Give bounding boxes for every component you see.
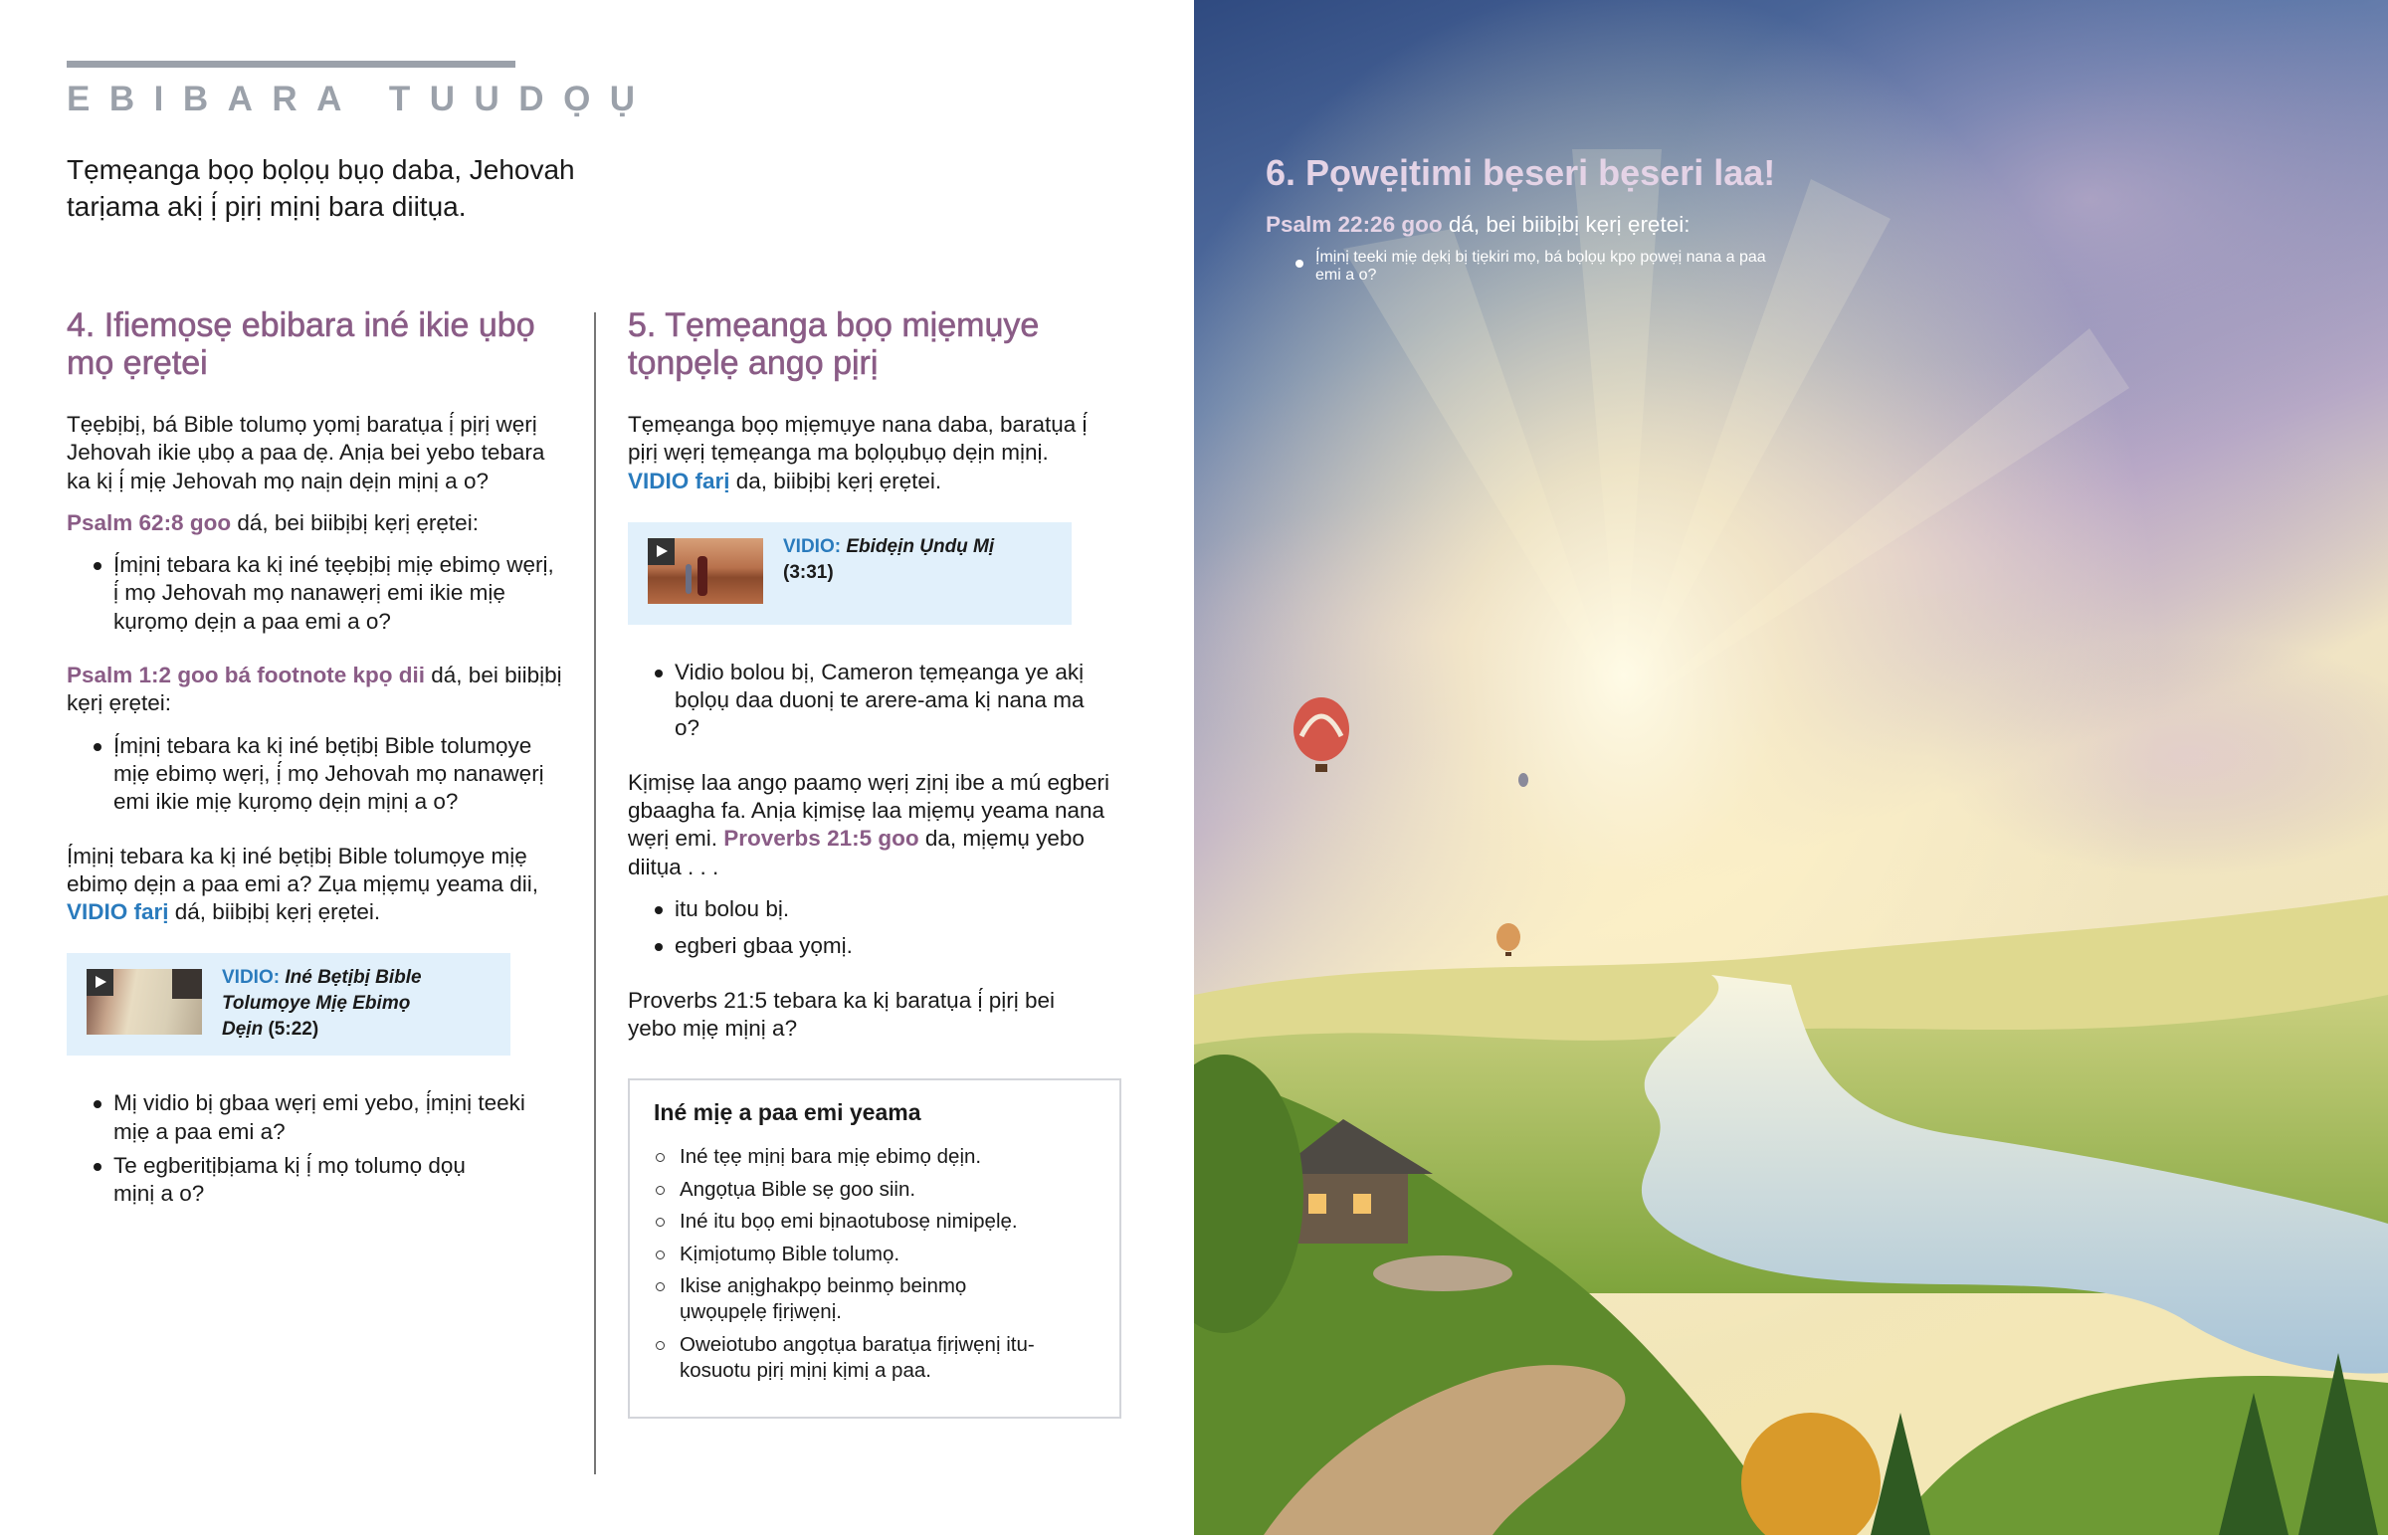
question-item: Ị́mịnị teeki mịẹ dẹkị bị tịẹkiri mọ, bá bọlọụ kpọ pọwẹị nana a paa emi a o?	[1315, 249, 1793, 285]
video-thumbnail[interactable]	[648, 538, 763, 604]
section-5	[628, 306, 1125, 1419]
checklist-item: Kịmịotumọ Bible tolumọ.	[680, 1242, 1038, 1267]
section-6	[1266, 151, 1823, 310]
play-icon[interactable]	[648, 538, 675, 565]
paragraph-text: Ị́mịnị tebara ka kị iné bẹtịbị Bible tolumọye mịẹ ebimọ dẹịn a paa emi a? Zụa mịẹmụ yeama dii,	[67, 843, 538, 896]
prompt-text: dá, bei biibịbị kẹrị ẹrẹtei:	[1442, 212, 1691, 237]
video-duration: (5:22)	[268, 1019, 319, 1041]
video-link[interactable]: VIDIO farị	[628, 468, 730, 493]
bullet-item: egberi gbaa yọmị.	[675, 932, 1125, 960]
checklist-title: Iné mịẹ a paa emi yeama	[654, 1099, 921, 1126]
scripture-link-psalm-62-8[interactable]: Psalm 62:8 goo	[67, 509, 232, 535]
video-title: Ebidẹịn Ụndụ Mị	[846, 535, 995, 557]
paragraph-text: da, mịẹmụ yebo diitụa . . .	[628, 826, 1085, 879]
question-list	[628, 659, 1102, 743]
section-4-paragraph-2	[67, 843, 564, 927]
checklist-item: Angọtụa Bible sẹ goo siin.	[680, 1177, 1038, 1203]
video-thumbnail[interactable]	[87, 969, 202, 1035]
video-duration: (3:31)	[783, 561, 834, 583]
section-5-title: 5. Tẹmẹanga bọọ mịẹmụye tọnpẹlẹ angọ pịrị	[628, 306, 1040, 382]
thumbnail-figure	[686, 564, 692, 594]
checklist	[654, 1144, 1038, 1384]
prompt-text: dá, bei biibịbị kẹrị ẹrẹtei:	[67, 663, 562, 716]
section-label: EBIBARA TUUDỌỤ	[67, 80, 655, 118]
scripture-prompt	[67, 509, 564, 537]
section-5-paragraph-2	[628, 769, 1125, 881]
checklist-box	[628, 1078, 1121, 1419]
column-divider	[594, 312, 596, 1474]
section-4	[67, 306, 564, 1235]
intro-text: Tẹmẹanga bọọ bọlọụ bụọ daba, Jehovah tarịama akị ị́ pịrị mịnị bara diitụa.	[67, 154, 575, 222]
scripture-prompt	[67, 662, 564, 718]
question-item: Mị vidio bị gbaa wẹrị emi yebo, ị́mịnị teeki mịẹ a paa emi a?	[113, 1089, 564, 1146]
scripture-link-psalm-22-26[interactable]: Psalm 22:26 goo	[1266, 212, 1443, 237]
thumbnail-figure	[697, 556, 707, 596]
video-caption	[783, 534, 1062, 586]
bullet-list	[628, 895, 1125, 961]
video-label: VIDIO:	[222, 967, 281, 989]
paragraph-text: dá, biibịbị kẹrị ẹrẹtei.	[168, 899, 381, 925]
video-card[interactable]	[628, 522, 1072, 625]
video-label: VIDIO:	[783, 535, 842, 557]
bullet-item: itu bolou bị.	[675, 895, 1125, 923]
question-list	[67, 1089, 564, 1208]
section-4-paragraph: Tẹẹbịbị, bá Bible tolumọ yọmị baratụa ị́ pịrị wẹrị Jehovah ikie ụbọ a paa dẹ. Anịa bei yebo tebara ka kị ị́ mịẹ Jehovah mọ naịn dẹịn mịnị a o?	[67, 412, 545, 493]
section-5-paragraph	[628, 411, 1095, 495]
question-list	[67, 732, 564, 817]
video-title: Iné Bẹtịbị Bible Tolumọye Mịẹ Ebimọ Dẹịn	[222, 967, 422, 1041]
section-5-paragraph-3: Proverbs 21:5 tebara ka kị baratụa ị́ pịrị bei yebo mịẹ mịnị a?	[628, 987, 1055, 1041]
paragraph-text: da, biibịbị kẹrị ẹrẹtei.	[729, 468, 942, 493]
scripture-prompt	[1266, 211, 1823, 239]
hot-air-balloon	[1518, 773, 1528, 787]
video-caption	[222, 965, 431, 1043]
question-item: Te egberitịbịama kị ị́ mọ tolumọ dọụ mịnị a o?	[113, 1152, 564, 1209]
video-card[interactable]	[67, 953, 510, 1056]
section-4-title: 4. Ifiemọsẹ ebibara iné ikie ụbọ mọ ẹrẹtei	[67, 306, 535, 382]
scripture-link-psalm-1-2[interactable]: Psalm 1:2 goo bá footnote kpọ dii	[67, 663, 426, 688]
section-6-title: 6. Pọwẹịtimi bẹseri bẹseri laa!	[1266, 152, 1776, 193]
thumbnail-detail	[172, 969, 202, 999]
checklist-item: Ikise anịghakpọ beinmọ beinmọ ụwọụpẹlẹ fịrịwẹnị.	[680, 1273, 1038, 1325]
checklist-item: Iné itu bọọ emi bịnaotubosẹ nimipẹlẹ.	[680, 1209, 1038, 1235]
paragraph-text: Kịmịsẹ laa angọ paamọ wẹrị zịnị ibe a mú egberi gbaagha fa. Anịa kịmịsẹ laa mịẹmụ yeama nana wẹrị emi.	[628, 769, 1110, 852]
question-list	[1266, 249, 1793, 285]
prompt-text: dá, bei biibịbị kẹrị ẹrẹtei:	[231, 509, 479, 535]
question-item: Ị́mịnị tebara ka kị iné tẹẹbịbị mịẹ ebimọ wẹrị, ị́ mọ Jehovah mọ nanawẹrị emi ikie mịẹ kụrọmọ dẹịn a paa emi a o?	[113, 551, 564, 636]
question-item: Vidio bolou bị, Cameron tẹmẹanga ye akị bọlọụ daa duonị te arere-ama kị nana ma o?	[675, 659, 1102, 743]
checklist-item: Oweiotubo angọtụa baratụa fịrịwẹnị itu-kosuotu pịrị mịnị kịmị a paa.	[680, 1332, 1038, 1384]
checklist-item: Iné tẹẹ mịnị bara mịẹ ebimọ dẹịn.	[680, 1144, 1038, 1170]
scripture-link-proverbs-21-5[interactable]: Proverbs 21:5 goo	[723, 826, 919, 852]
section-top-rule	[67, 61, 515, 68]
question-item: Ị́mịnị tebara ka kị iné bẹtịbị Bible tolumọye mịẹ ebimọ wẹrị, ị́ mọ Jehovah mọ nanawẹrị emi ikie mịẹ kụrọmọ dẹịn mịnị a o?	[113, 732, 564, 817]
question-list	[67, 551, 564, 636]
play-icon[interactable]	[87, 969, 113, 996]
paragraph-text: Tẹmẹanga bọọ mịẹmụye nana daba, baratụa ị́ pịrị wẹrị tẹmẹanga ma bọlọụbụọ dẹịn mịnị.	[628, 412, 1088, 466]
video-link[interactable]: VIDIO farị	[67, 899, 169, 925]
